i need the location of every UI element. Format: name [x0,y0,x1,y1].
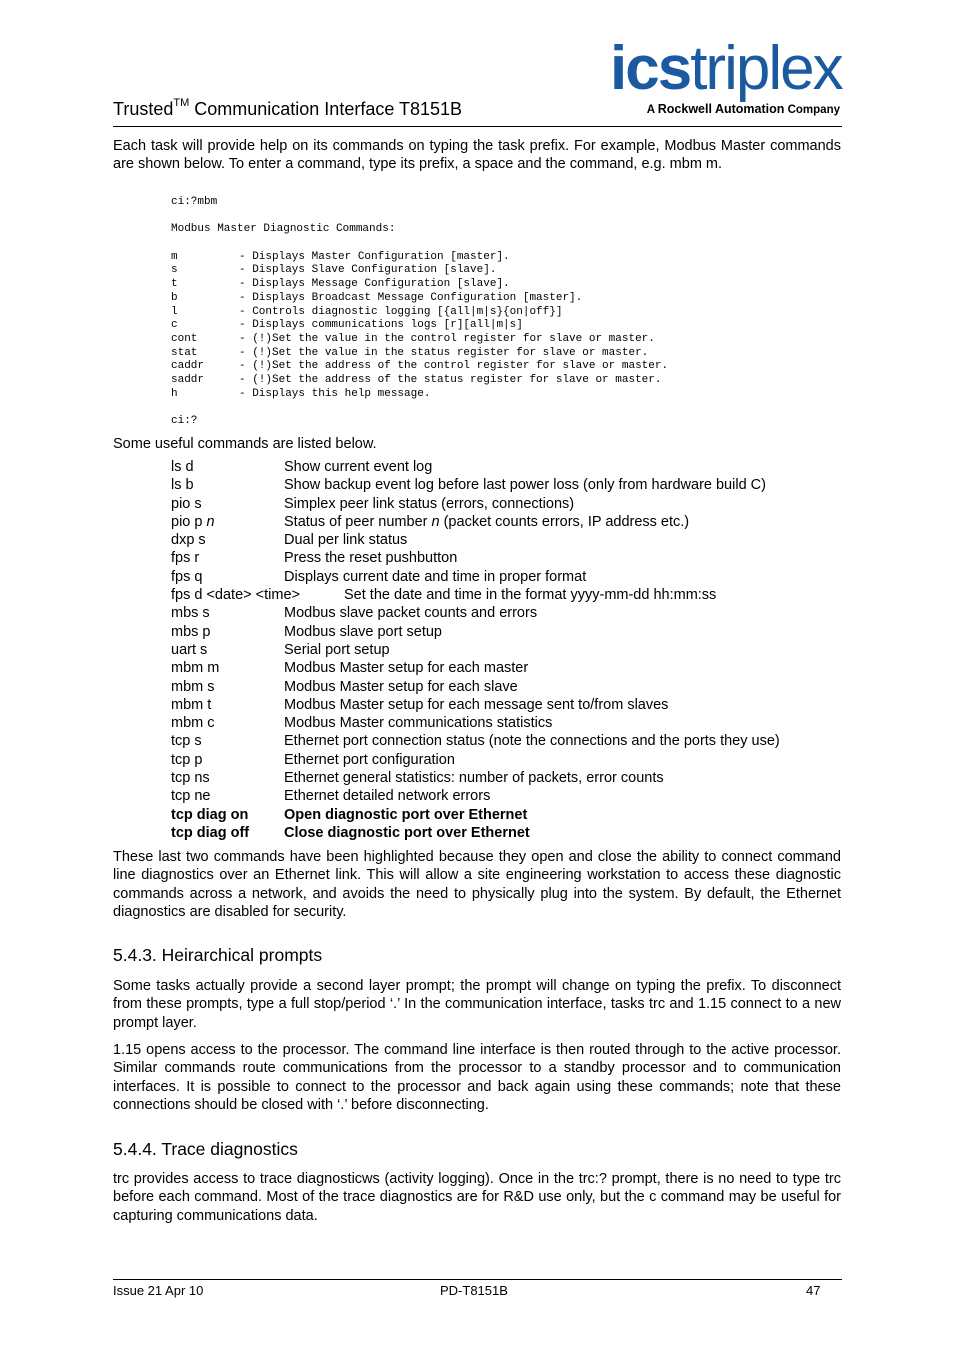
section-544-paragraph-1: trc provides access to trace diagnosticws (activity logging). Once in the trc:? prompt, there is no need to type trc before each command. Most of the trace diagnostics are for R&D use only, but the c command may be useful for capturing communications data. [113,1171,841,1224]
code-row: t - Displays Message Configuration [slave]. [171,278,510,291]
list-item: mbm c Modbus Master communications statistics [171,715,553,732]
code-row: b - Displays Broadcast Message Configuration [master]. [171,291,583,304]
list-item: uart s Serial port setup [171,641,390,658]
code-row: m - Displays Master Configuration [master]. [171,250,510,263]
code-prompt: ci:?mbm [171,196,218,208]
list-item: mbm m Modbus Master setup for each master [171,660,529,677]
code-row: saddr - (!)Set the address of the status register for slave or master. [171,373,662,386]
commands-list [171,458,851,842]
list-item-highlighted: tcp diag on Open diagnostic port over Ethernet [171,806,528,823]
list-item: mbm s Modbus Master setup for each slave [171,678,518,695]
list-item: pio s Simplex peer link status (errors, connections) [171,495,575,512]
list-item: ls d Show current event log [171,459,433,475]
code-row: h - Displays this help message. [171,387,431,400]
list-item: fps q Displays current date and time in proper format [171,568,587,585]
footer-issue: Issue 21 Apr 10 [113,1283,204,1298]
page-number: 47 [806,1283,821,1298]
list-item: mbs p Modbus slave port setup [171,623,442,640]
footer-divider [113,1279,842,1280]
section-543-paragraph-2: 1.15 opens access to the processor. The command line interface is then routed through to the active processor. Similar commands route communications from the processor to a standby processor and to communication interfaces. It is possible to connect to the processor and back again using these commands; note that these connections should be closed with ‘.’ before disconnecting. [113,1042,841,1114]
list-item: pio p n Status of peer number n (packet counts errors, IP address etc.) [171,513,690,530]
list-item: tcp p Ethernet port configuration [171,751,455,768]
list-item: ls b Show backup event log before last power loss (only from hardware build C) [171,477,766,494]
code-block [171,196,668,429]
list-item: tcp ns Ethernet general statistics: number of packets, error counts [171,770,664,787]
list-item: fps r Press the reset pushbutton [171,550,458,567]
list-item: mbs s Modbus slave packet counts and errors [171,605,538,622]
code-prompt: ci:? [171,415,198,427]
code-row: c - Displays communications logs [r][all|m|s] [171,319,523,332]
section-heading-543: 5.4.3. Heirarchical prompts [113,945,323,965]
code-row: caddr - (!)Set the address of the control register for slave or master. [171,360,669,373]
footer-doc-id: PD-T8151B [440,1283,508,1298]
intro-paragraph: Each task will provide help on its commands on typing the task prefix. For example, Modbus Master commands are shown below. To enter a command, type its prefix, a space and the command, e.g. mbm m. [113,138,841,173]
code-row: s - Displays Slave Configuration [slave]. [171,264,497,277]
code-row: cont - (!)Set the value in the control register for slave or master. [171,332,655,345]
highlight-paragraph: These last two commands have been highlighted because they open and close the ability to connect command line diagnostics over an Ethernet link. This will allow a site engineering workstation to access these diagnostic commands across a network, and avoids the need to physically plug into the system. By default, the Ethernet diagnostics are disabled for security. [113,849,841,921]
list-item: tcp ne Ethernet detailed network errors [171,788,491,805]
section-heading-544: 5.4.4. Trace diagnostics [113,1139,298,1159]
useful-commands-intro: Some useful commands are listed below. [113,436,377,452]
list-item-highlighted: tcp diag off Close diagnostic port over Ethernet [171,824,530,841]
list-item: dxp s Dual per link status [171,532,408,549]
ics-triplex-logo: icstriplex A Rockwell Automation Company [610,34,842,116]
list-item: mbm t Modbus Master setup for each message sent to/from slaves [171,696,669,713]
code-row: l - Controls diagnostic logging [{all|m|s}{on|off}] [171,305,563,318]
header-divider [113,126,842,127]
list-item: fps d <date> <time> Set the date and time in the format yyyy-mm-dd hh:mm:ss [171,587,717,604]
code-row: stat - (!)Set the value in the status register for slave or master. [171,346,649,359]
list-item: tcp s Ethernet port connection status (note the connections and the ports they use) [171,733,780,750]
code-heading: Modbus Master Diagnostic Commands: [171,223,396,236]
document-title: Trusted™ Communication Interface T8151B [113,97,463,119]
section-543-paragraph-1: Some tasks actually provide a second layer prompt; the prompt will change on typing the prefix. To disconnect from these prompts, type a full stop/period ‘.’ In the communication interface, tasks trc and 1.15 connect to a new prompt layer. [113,978,841,1031]
